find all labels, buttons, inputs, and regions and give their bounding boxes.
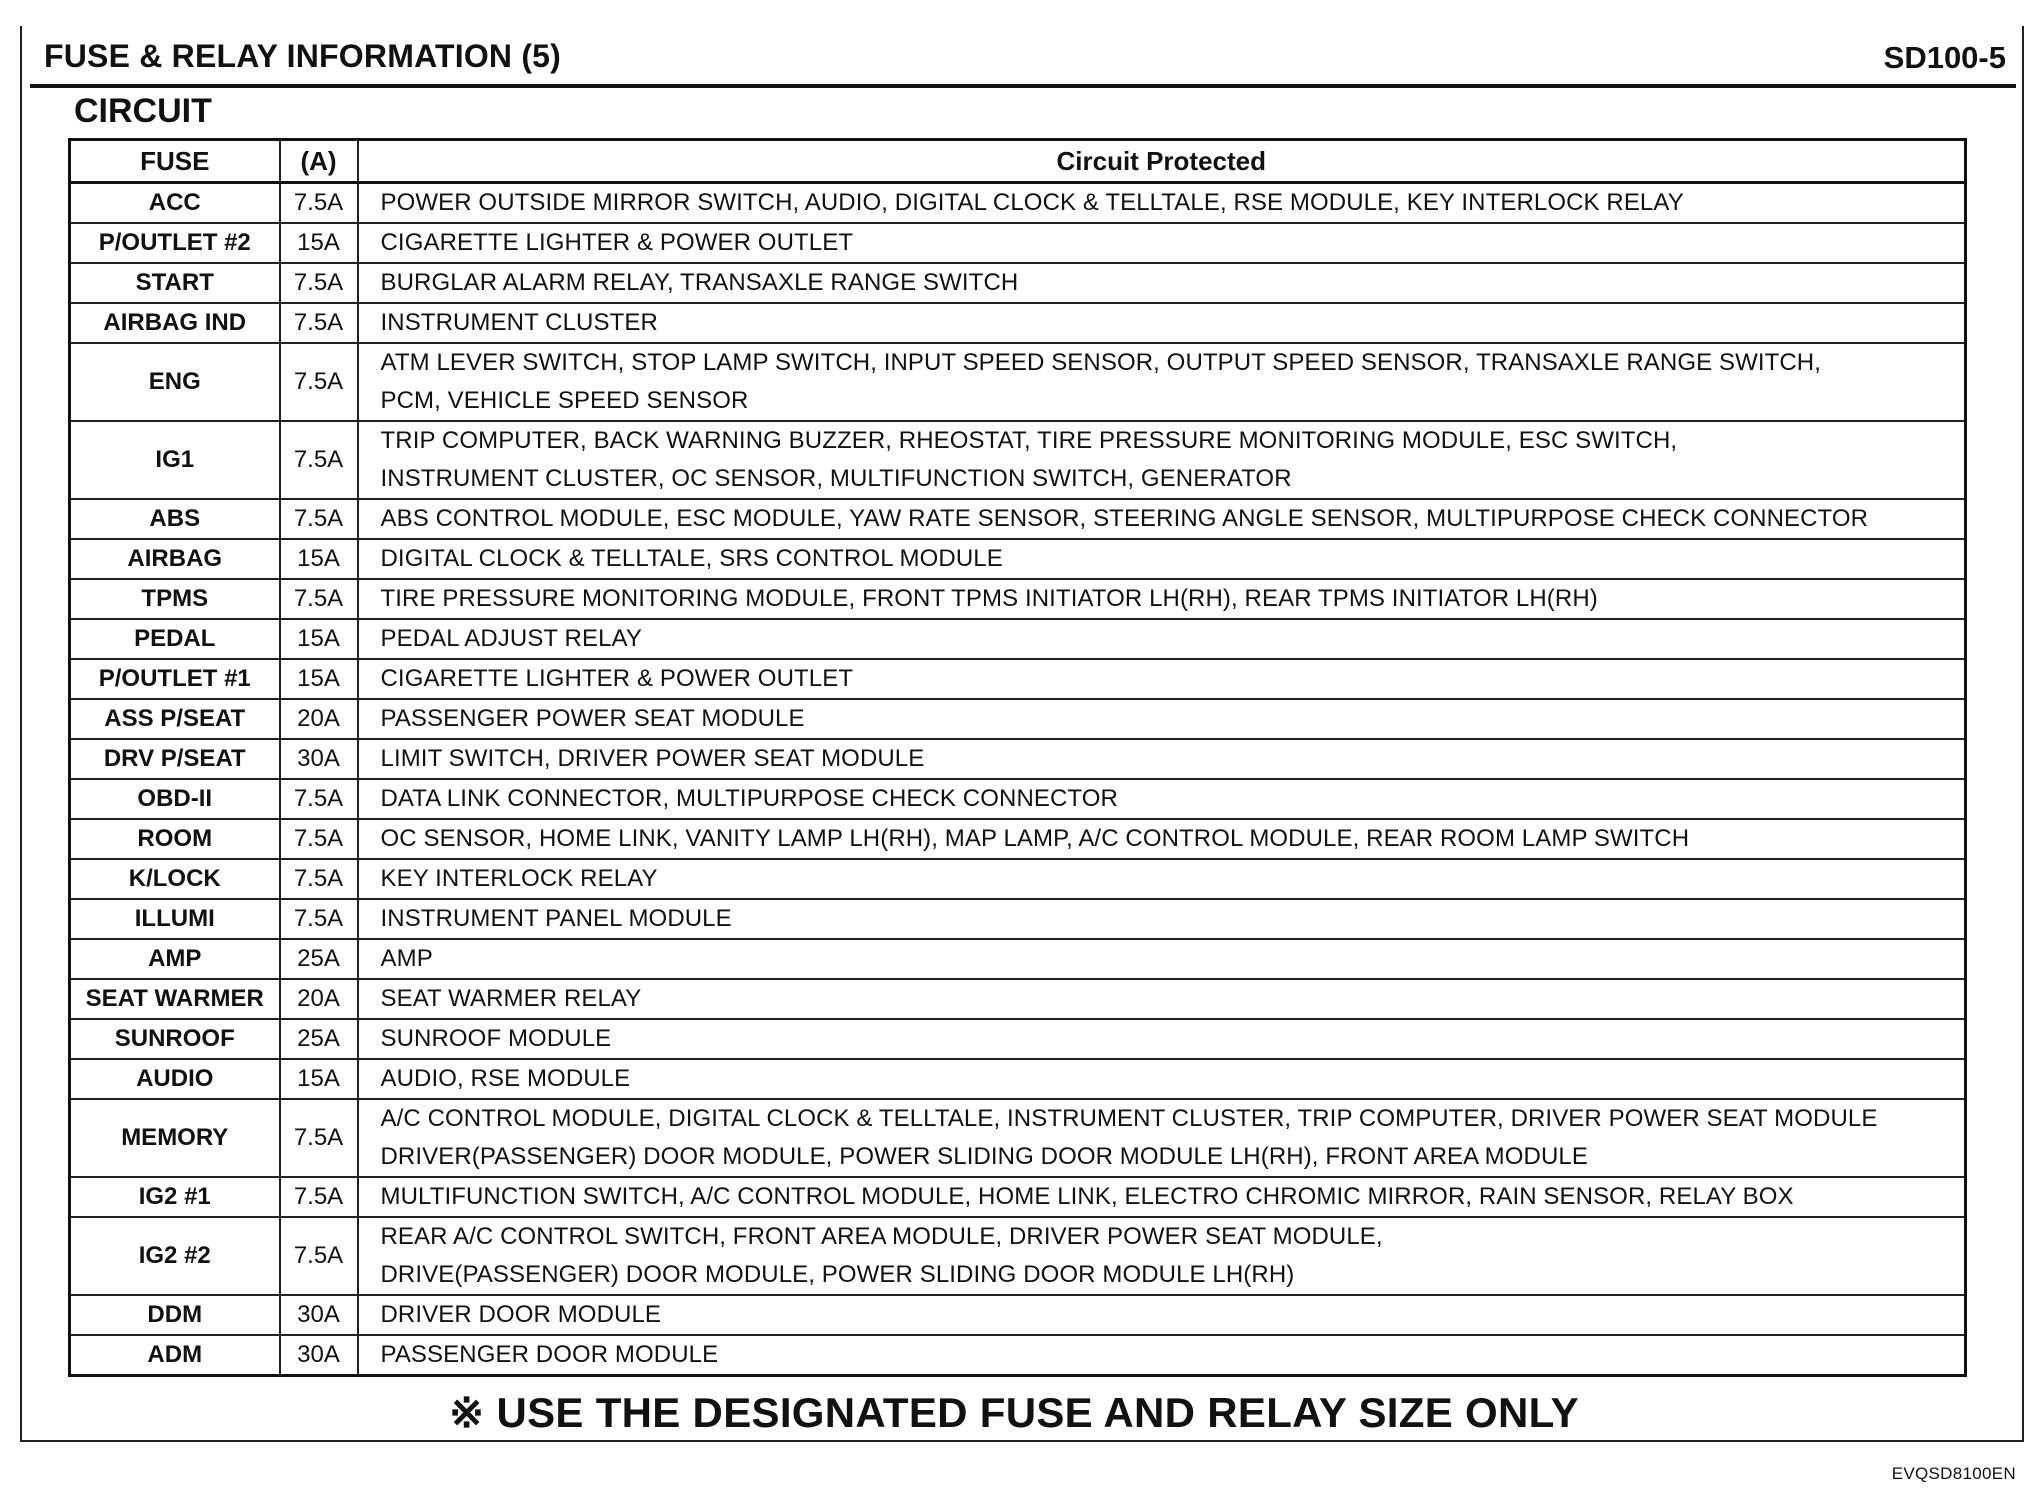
table-row <box>70 1295 1966 1335</box>
amp-rating-cell: 25A <box>280 1019 358 1059</box>
amp-rating-cell: 7.5A <box>280 499 358 539</box>
amp-rating-cell: 7.5A <box>280 779 358 819</box>
table-row <box>70 659 1966 699</box>
fuse-name-cell: START <box>70 263 280 303</box>
fuse-name-cell: K/LOCK <box>70 859 280 899</box>
fuse-name-cell: PEDAL <box>70 619 280 659</box>
circuit-line: SEAT WARMER RELAY <box>380 985 642 1012</box>
amp-rating-cell: 30A <box>280 739 358 779</box>
table-row <box>70 939 1966 979</box>
circuit-line: DATA LINK CONNECTOR, MULTIPURPOSE CHECK CONNECTOR <box>380 785 1118 812</box>
table-row <box>70 1099 1966 1177</box>
circuit-line: DRIVE(PASSENGER) DOOR MODULE, POWER SLIDING DOOR MODULE LH(RH) <box>380 1261 1295 1288</box>
circuit-line: INSTRUMENT PANEL MODULE <box>380 905 732 932</box>
table-header-row <box>70 140 1966 183</box>
circuit-protected-cell <box>358 819 1966 859</box>
circuit-line: ATM LEVER SWITCH, STOP LAMP SWITCH, INPUT SPEED SENSOR, OUTPUT SPEED SENSOR, TRANSAXLE RANGE SWITCH, <box>380 349 1821 376</box>
circuit-line: OC SENSOR, HOME LINK, VANITY LAMP LH(RH), MAP LAMP, A/C CONTROL MODULE, REAR ROOM LAMP SWITCH <box>380 825 1690 852</box>
amp-rating-cell: 15A <box>280 223 358 263</box>
circuit-protected-cell <box>358 1217 1966 1295</box>
fuse-name-cell: ILLUMI <box>70 899 280 939</box>
amp-rating-cell: 7.5A <box>280 263 358 303</box>
circuit-protected-cell <box>358 939 1966 979</box>
page-title: FUSE & RELAY INFORMATION (5) <box>44 38 562 74</box>
circuit-line: POWER OUTSIDE MIRROR SWITCH, AUDIO, DIGITAL CLOCK & TELLTALE, RSE MODULE, KEY INTERLOCK RELAY <box>380 189 1684 216</box>
notice-text: ※ USE THE DESIGNATED FUSE AND RELAY SIZE ONLY <box>449 1389 1579 1436</box>
circuit-line: INSTRUMENT CLUSTER <box>380 309 658 336</box>
amp-rating-cell: 7.5A <box>280 1177 358 1217</box>
circuit-line: ABS CONTROL MODULE, ESC MODULE, YAW RATE SENSOR, STEERING ANGLE SENSOR, MULTIPURPOSE CHECK CONNECTOR <box>380 505 1869 532</box>
table-row <box>70 1217 1966 1295</box>
table-row <box>70 183 1966 224</box>
circuit-line: DRIVER(PASSENGER) DOOR MODULE, POWER SLIDING DOOR MODULE LH(RH), FRONT AREA MODULE <box>380 1143 1588 1170</box>
circuit-protected-cell <box>358 1059 1966 1099</box>
circuit-line: MULTIFUNCTION SWITCH, A/C CONTROL MODULE, HOME LINK, ELECTRO CHROMIC MIRROR, RAIN SENSOR, RELAY BOX <box>380 1183 1794 1210</box>
circuit-protected-cell <box>358 499 1966 539</box>
section-title: CIRCUIT <box>74 92 212 130</box>
amp-rating-cell: 7.5A <box>280 579 358 619</box>
circuit-line: DIGITAL CLOCK & TELLTALE, SRS CONTROL MODULE <box>380 545 1003 572</box>
fuse-name-cell: IG2 #2 <box>70 1217 280 1295</box>
fuse-name-cell: ROOM <box>70 819 280 859</box>
fuse-table-body <box>70 183 1966 1376</box>
circuit-line: PCM, VEHICLE SPEED SENSOR <box>380 387 749 414</box>
circuit-line: INSTRUMENT CLUSTER, OC SENSOR, MULTIFUNCTION SWITCH, GENERATOR <box>380 465 1292 492</box>
table-row <box>70 1177 1966 1217</box>
table-row <box>70 1019 1966 1059</box>
table-row <box>70 739 1966 779</box>
table-row <box>70 859 1966 899</box>
fuse-table <box>68 138 1967 1377</box>
fuse-name-cell: MEMORY <box>70 1099 280 1177</box>
circuit-protected-cell <box>358 979 1966 1019</box>
header-bar <box>30 30 2016 88</box>
fuse-name-cell: SUNROOF <box>70 1019 280 1059</box>
table-row <box>70 779 1966 819</box>
table-row <box>70 619 1966 659</box>
circuit-protected-cell <box>358 1295 1966 1335</box>
circuit-line: REAR A/C CONTROL SWITCH, FRONT AREA MODULE, DRIVER POWER SEAT MODULE, <box>380 1223 1383 1250</box>
circuit-line: CIGARETTE LIGHTER & POWER OUTLET <box>380 665 854 692</box>
table-row <box>70 699 1966 739</box>
amp-rating-cell: 7.5A <box>280 1099 358 1177</box>
circuit-line: TRIP COMPUTER, BACK WARNING BUZZER, RHEOSTAT, TIRE PRESSURE MONITORING MODULE, ESC SWITCH, <box>380 427 1678 454</box>
circuit-protected-cell <box>358 699 1966 739</box>
amp-rating-cell: 15A <box>280 619 358 659</box>
amp-rating-cell: 20A <box>280 699 358 739</box>
amp-rating-cell: 15A <box>280 539 358 579</box>
amp-rating-cell: 20A <box>280 979 358 1019</box>
circuit-protected-cell <box>358 1177 1966 1217</box>
table-row <box>70 499 1966 539</box>
fuse-name-cell: ENG <box>70 343 280 421</box>
circuit-protected-cell <box>358 579 1966 619</box>
table-row <box>70 223 1966 263</box>
circuit-protected-cell <box>358 1099 1966 1177</box>
circuit-line: PASSENGER POWER SEAT MODULE <box>380 705 805 732</box>
circuit-line: PEDAL ADJUST RELAY <box>380 625 642 652</box>
amp-rating-cell: 7.5A <box>280 303 358 343</box>
table-row <box>70 579 1966 619</box>
circuit-line: DRIVER DOOR MODULE <box>380 1301 661 1328</box>
circuit-line: CIGARETTE LIGHTER & POWER OUTLET <box>380 229 854 256</box>
fuse-name-cell: AUDIO <box>70 1059 280 1099</box>
circuit-line: PASSENGER DOOR MODULE <box>380 1341 719 1368</box>
circuit-protected-cell <box>358 303 1966 343</box>
circuit-protected-cell <box>358 263 1966 303</box>
table-row <box>70 1059 1966 1099</box>
circuit-protected-cell <box>358 421 1966 499</box>
circuit-protected-cell <box>358 183 1966 224</box>
fuse-name-cell: DDM <box>70 1295 280 1335</box>
table-row <box>70 819 1966 859</box>
fuse-name-cell: OBD-II <box>70 779 280 819</box>
table-row <box>70 899 1966 939</box>
circuit-protected-cell <box>358 539 1966 579</box>
fuse-name-cell: IG2 #1 <box>70 1177 280 1217</box>
circuit-protected-cell <box>358 659 1966 699</box>
amp-rating-cell: 25A <box>280 939 358 979</box>
fuse-name-cell: AIRBAG IND <box>70 303 280 343</box>
amp-rating-cell: 7.5A <box>280 343 358 421</box>
fuse-name-cell: IG1 <box>70 421 280 499</box>
amp-rating-cell: 7.5A <box>280 859 358 899</box>
amp-rating-cell: 7.5A <box>280 421 358 499</box>
circuit-line: SUNROOF MODULE <box>380 1025 612 1052</box>
table-row <box>70 263 1966 303</box>
amp-rating-cell: 30A <box>280 1295 358 1335</box>
amp-rating-cell: 7.5A <box>280 1217 358 1295</box>
circuit-line: KEY INTERLOCK RELAY <box>380 865 658 892</box>
table-row <box>70 303 1966 343</box>
fuse-name-cell: DRV P/SEAT <box>70 739 280 779</box>
fuse-name-cell: TPMS <box>70 579 280 619</box>
table-row <box>70 421 1966 499</box>
table-row <box>70 343 1966 421</box>
amp-rating-cell: 7.5A <box>280 819 358 859</box>
fuse-name-cell: SEAT WARMER <box>70 979 280 1019</box>
fuse-name-cell: ASS P/SEAT <box>70 699 280 739</box>
table-row <box>70 1335 1966 1376</box>
circuit-line: AMP <box>380 945 433 972</box>
circuit-line: LIMIT SWITCH, DRIVER POWER SEAT MODULE <box>380 745 925 772</box>
circuit-line: TIRE PRESSURE MONITORING MODULE, FRONT TPMS INITIATOR LH(RH), REAR TPMS INITIATOR LH(RH) <box>380 585 1598 612</box>
amp-rating-cell: 15A <box>280 1059 358 1099</box>
circuit-protected-cell <box>358 619 1966 659</box>
fuse-name-cell: P/OUTLET #1 <box>70 659 280 699</box>
circuit-line: BURGLAR ALARM RELAY, TRANSAXLE RANGE SWITCH <box>380 269 1019 296</box>
amp-rating-cell: 15A <box>280 659 358 699</box>
fuse-name-cell: ACC <box>70 183 280 224</box>
column-header-circuit: Circuit Protected <box>358 140 1966 183</box>
fuse-name-cell: P/OUTLET #2 <box>70 223 280 263</box>
fuse-name-cell: ADM <box>70 1335 280 1376</box>
amp-rating-cell: 7.5A <box>280 899 358 939</box>
amp-rating-cell: 7.5A <box>280 183 358 224</box>
table-row <box>70 539 1966 579</box>
amp-rating-cell: 30A <box>280 1335 358 1376</box>
fuse-name-cell: AMP <box>70 939 280 979</box>
circuit-protected-cell <box>358 739 1966 779</box>
page-code: SD100-5 <box>1883 40 2006 75</box>
circuit-protected-cell <box>358 343 1966 421</box>
circuit-protected-cell <box>358 859 1966 899</box>
circuit-line: AUDIO, RSE MODULE <box>380 1065 631 1092</box>
table-row <box>70 979 1966 1019</box>
column-header-amp: (A) <box>280 140 358 183</box>
fuse-name-cell: ABS <box>70 499 280 539</box>
circuit-protected-cell <box>358 1019 1966 1059</box>
circuit-protected-cell <box>358 223 1966 263</box>
column-header-fuse: FUSE <box>70 140 280 183</box>
footer-code: EVQSD8100EN <box>1891 1464 2016 1483</box>
fuse-name-cell: AIRBAG <box>70 539 280 579</box>
circuit-line: A/C CONTROL MODULE, DIGITAL CLOCK & TELLTALE, INSTRUMENT CLUSTER, TRIP COMPUTER, DRIVER POWER SEAT MODULE <box>380 1105 1878 1132</box>
circuit-protected-cell <box>358 899 1966 939</box>
circuit-protected-cell <box>358 1335 1966 1376</box>
circuit-protected-cell <box>358 779 1966 819</box>
